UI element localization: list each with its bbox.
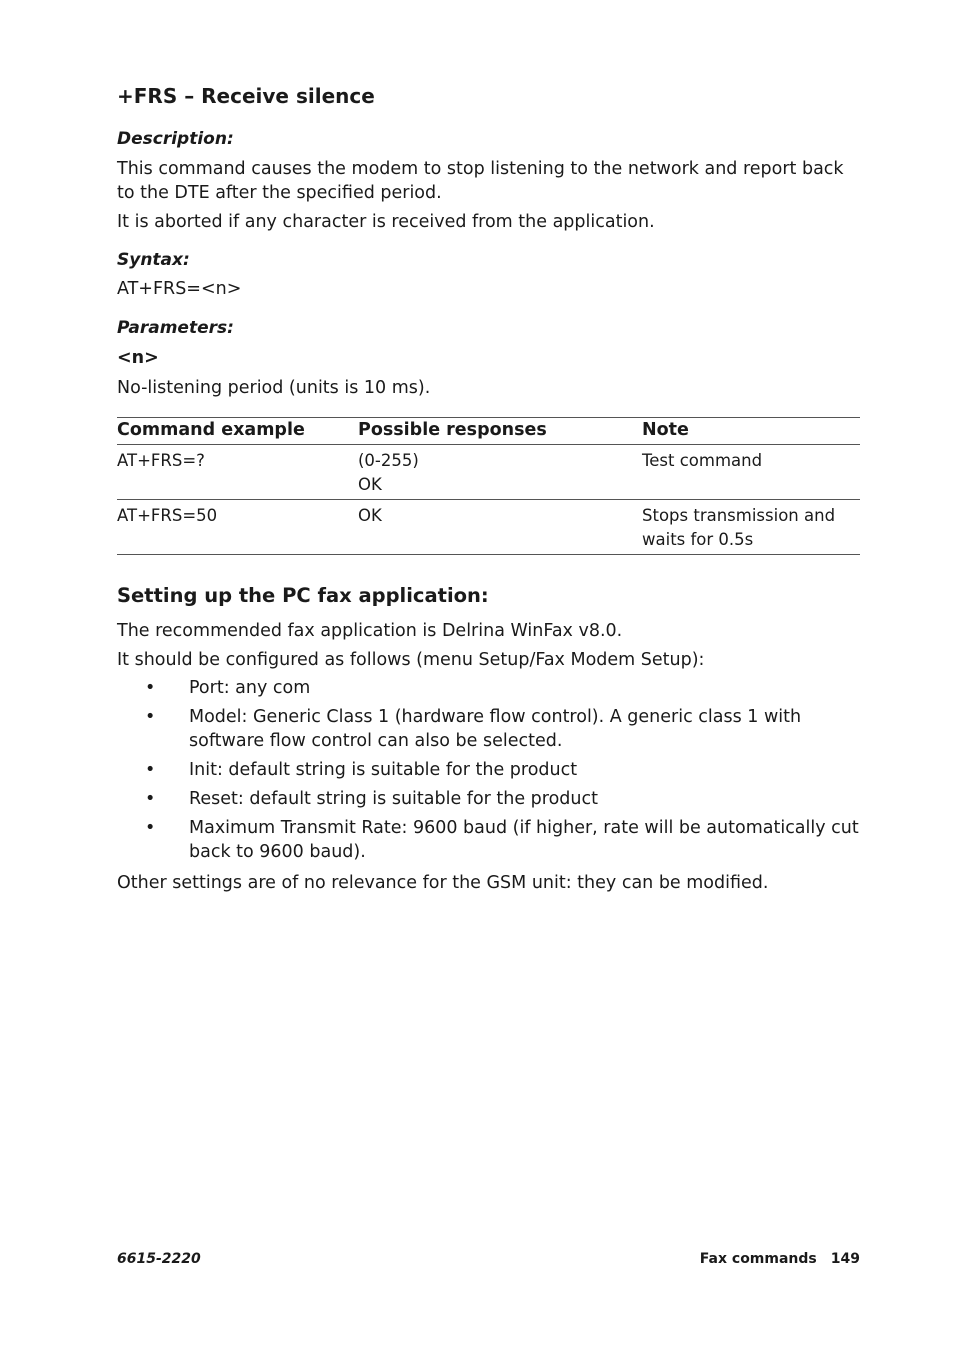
- command-table: [117, 417, 860, 555]
- setup-closing: Other settings are of no relevance for the GSM unit: they can be modified.: [117, 873, 769, 893]
- setup-title: Setting up the PC fax application:: [117, 584, 489, 607]
- bullet-icon: •: [145, 707, 156, 727]
- parameter-description: No-listening period (units is 10 ms).: [117, 378, 431, 398]
- setup-intro-1: The recommended fax application is Delrina WinFax v8.0.: [117, 621, 623, 641]
- cell-command: AT+FRS=50: [117, 500, 358, 555]
- bullet-icon: •: [145, 789, 156, 809]
- setup-bullet-list: [117, 676, 860, 869]
- cell-response: [358, 445, 642, 500]
- header-command: Command example: [117, 418, 358, 445]
- cell-response: [358, 500, 642, 555]
- response-line: OK: [358, 475, 382, 494]
- list-item: • Reset: default string is suitable for the product: [145, 789, 598, 809]
- description-text-2: It is aborted if any character is received from the application.: [117, 212, 655, 232]
- bullet-icon: •: [145, 678, 156, 698]
- list-item: • Port: any com: [145, 678, 311, 698]
- description-label: Description:: [117, 129, 234, 149]
- list-item: • Model: Generic Class 1 (hardware flow control). A generic class 1 with software flow control can also be selected.: [145, 707, 802, 751]
- bullet-icon: •: [145, 760, 156, 780]
- table-row: [117, 445, 860, 500]
- table-header-row: [117, 418, 860, 445]
- table-row: [117, 500, 860, 555]
- syntax-label: Syntax:: [117, 250, 190, 270]
- setup-intro-2: It should be configured as follows (menu Setup/Fax Modem Setup):: [117, 650, 705, 670]
- cell-note: Test command: [642, 445, 860, 500]
- list-item: • Init: default string is suitable for the product: [145, 760, 578, 780]
- description-text-1: This command causes the modem to stop listening to the network and report back to the DTE after the specified period.: [117, 159, 844, 203]
- footer-chapter: Fax commands: [699, 1251, 817, 1267]
- response-line: OK: [358, 506, 382, 525]
- parameters-label: Parameters:: [117, 318, 234, 338]
- bullet-icon: •: [145, 818, 156, 838]
- cell-command: AT+FRS=?: [117, 445, 358, 500]
- response-line: (0-255): [358, 451, 419, 470]
- header-note: Note: [642, 418, 860, 445]
- list-item: • Maximum Transmit Rate: 9600 baud (if higher, rate will be automatically cut back to 9600 baud).: [145, 818, 859, 862]
- footer-doc-number: 6615-2220: [117, 1251, 201, 1267]
- footer-right: [700, 1251, 860, 1267]
- cell-note: Stops transmission and waits for 0.5s: [642, 500, 860, 555]
- syntax-text: AT+FRS=<n>: [117, 279, 242, 299]
- section-title: +FRS – Receive silence: [117, 84, 375, 108]
- parameter-name: <n>: [117, 348, 159, 368]
- header-responses: Possible responses: [358, 418, 642, 445]
- page-number: 149: [830, 1251, 860, 1267]
